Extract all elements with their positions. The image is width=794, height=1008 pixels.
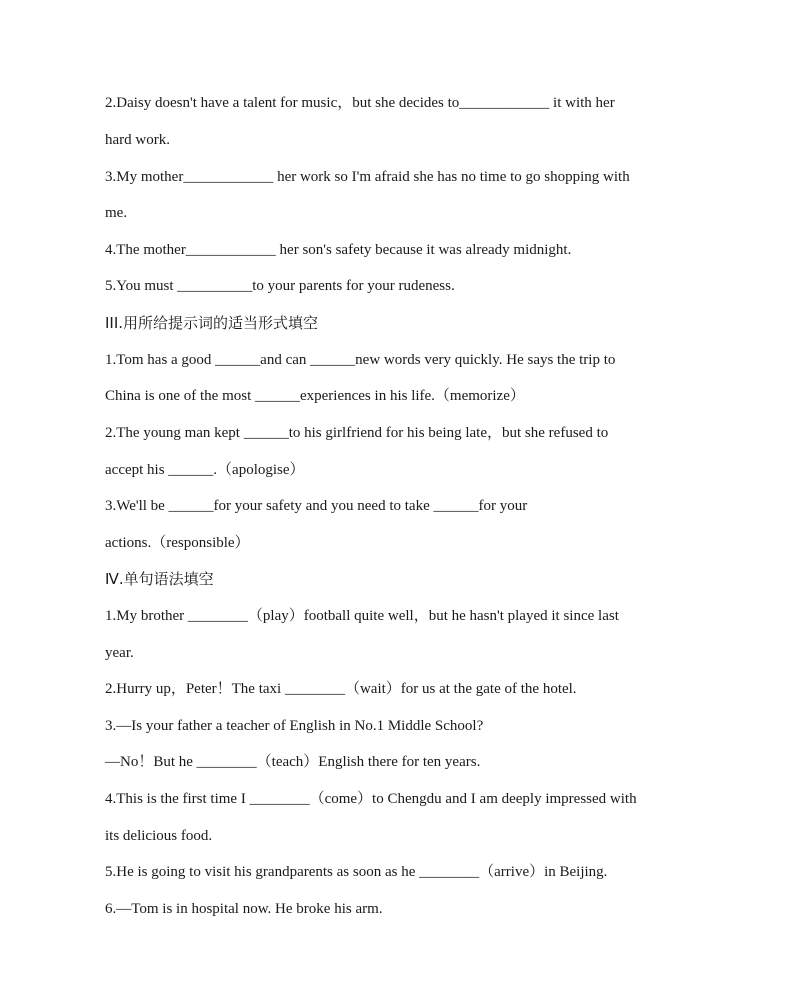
section-4-q5-line: 5.He is going to visit his grandparents as soon as he ________（arrive）in Beijing.	[105, 864, 608, 880]
section-4-heading: Ⅳ.单句语法填空	[105, 570, 214, 588]
section-4-q4-line-2: its delicious food.	[105, 828, 213, 844]
section-4-q4-line-1: 4.This is the first time I ________（come）to Chengdu and I am deeply impressed with	[105, 791, 637, 807]
section-4-q2-line: 2.Hurry up，Peter！The taxi ________（wait）for us at the gate of the hotel.	[105, 681, 577, 697]
section-3-q3-line-1: 3.We'll be ______for your safety and you need to take ______for your	[105, 498, 528, 514]
section-3-q2-line-2: accept his ______.（apologise）	[105, 462, 305, 478]
question-2-line-2: hard work.	[105, 132, 170, 148]
question-4-line: 4.The mother____________ her son's safety because it was already midnight.	[105, 242, 572, 258]
question-3-line-2: me.	[105, 205, 128, 221]
section-4-q1-line-1: 1.My brother ________（play）football quite well，but he hasn't played it since last	[105, 608, 619, 624]
question-2-line-1: 2.Daisy doesn't have a talent for music，but she decides to____________ it with her	[105, 95, 615, 111]
question-3-line-1: 3.My mother____________ her work so I'm afraid she has no time to go shopping with	[105, 169, 630, 185]
question-5-line: 5.You must __________to your parents for your rudeness.	[105, 278, 455, 294]
section-3-q1-line-2: China is one of the most ______experiences in his life.（memorize）	[105, 388, 525, 404]
section-4-q3-answer: —No！But he ________（teach）English there for ten years.	[105, 754, 481, 770]
section-4-q3-question: 3.—Is your father a teacher of English in No.1 Middle School?	[105, 718, 484, 734]
section-4-q6-line: 6.—Tom is in hospital now. He broke his arm.	[105, 901, 383, 917]
section-3-q1-line-1: 1.Tom has a good ______and can ______new words very quickly. He says the trip to	[105, 352, 616, 368]
section-4-q1-line-2: year.	[105, 645, 134, 661]
section-3-q2-line-1: 2.The young man kept ______to his girlfriend for his being late，but she refused to	[105, 425, 609, 441]
section-3-q3-line-2: actions.（responsible）	[105, 535, 250, 551]
section-3-heading: III.用所给提示词的适当形式填空	[105, 314, 319, 332]
